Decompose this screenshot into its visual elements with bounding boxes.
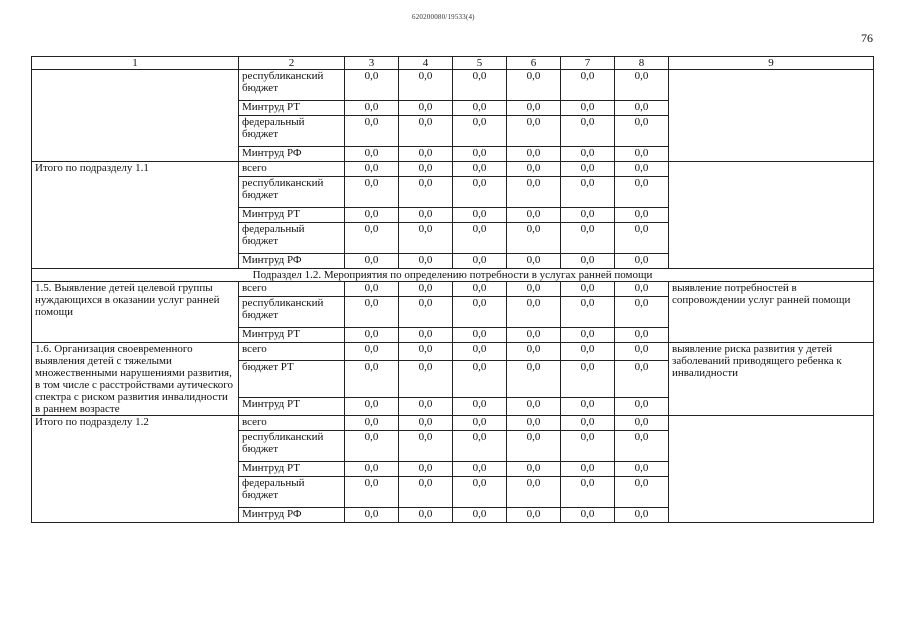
amount-cell: 0,0 xyxy=(615,70,669,101)
funding-source: Минтруд РТ xyxy=(239,462,345,477)
expected-result xyxy=(669,416,874,523)
amount-cell: 0,0 xyxy=(507,508,561,523)
amount-cell: 0,0 xyxy=(345,282,399,297)
column-header: 3 xyxy=(345,57,399,70)
amount-cell: 0,0 xyxy=(399,282,453,297)
table-row xyxy=(32,282,874,297)
amount-cell: 0,0 xyxy=(399,147,453,162)
amount-cell: 0,0 xyxy=(345,462,399,477)
amount-cell: 0,0 xyxy=(453,328,507,343)
amount-cell: 0,0 xyxy=(345,416,399,431)
column-header: 8 xyxy=(615,57,669,70)
funding-source: Минтруд РФ xyxy=(239,254,345,269)
amount-cell: 0,0 xyxy=(345,297,399,328)
document-id: 620200080/19533(4) xyxy=(412,13,475,21)
amount-cell: 0,0 xyxy=(615,177,669,208)
amount-cell: 0,0 xyxy=(399,116,453,147)
funding-source: республиканский бюджет xyxy=(239,70,345,101)
section-title-row xyxy=(32,269,874,282)
amount-cell: 0,0 xyxy=(561,477,615,508)
amount-cell: 0,0 xyxy=(399,360,453,397)
amount-cell: 0,0 xyxy=(561,282,615,297)
amount-cell: 0,0 xyxy=(507,254,561,269)
amount-cell: 0,0 xyxy=(345,208,399,223)
amount-cell: 0,0 xyxy=(507,431,561,462)
activity-name: 1.6. Организация своевременного выявления детей с тяжелыми множественными нарушениями развития, в том числе с расстройствами аутического спектра с риском развития инвалидности в раннем возрасте xyxy=(32,343,239,416)
amount-cell: 0,0 xyxy=(561,416,615,431)
amount-cell: 0,0 xyxy=(453,477,507,508)
funding-source: бюджет РТ xyxy=(239,360,345,397)
amount-cell: 0,0 xyxy=(507,462,561,477)
amount-cell: 0,0 xyxy=(561,343,615,361)
amount-cell: 0,0 xyxy=(345,223,399,254)
budget-table xyxy=(31,56,874,523)
funding-source: Минтруд РТ xyxy=(239,101,345,116)
amount-cell: 0,0 xyxy=(507,477,561,508)
amount-cell: 0,0 xyxy=(399,297,453,328)
amount-cell: 0,0 xyxy=(561,398,615,416)
amount-cell: 0,0 xyxy=(561,462,615,477)
amount-cell: 0,0 xyxy=(615,282,669,297)
amount-cell: 0,0 xyxy=(453,101,507,116)
amount-cell: 0,0 xyxy=(399,70,453,101)
amount-cell: 0,0 xyxy=(507,223,561,254)
amount-cell: 0,0 xyxy=(453,462,507,477)
funding-source: федеральный бюджет xyxy=(239,477,345,508)
amount-cell: 0,0 xyxy=(345,254,399,269)
amount-cell: 0,0 xyxy=(561,208,615,223)
funding-source: республиканский бюджет xyxy=(239,431,345,462)
amount-cell: 0,0 xyxy=(453,254,507,269)
expected-result: выявление потребностей в сопровождении услуг ранней помощи xyxy=(669,282,874,343)
amount-cell: 0,0 xyxy=(507,116,561,147)
amount-cell: 0,0 xyxy=(561,116,615,147)
activity-name: Итого по подразделу 1.2 xyxy=(32,416,239,523)
amount-cell: 0,0 xyxy=(453,147,507,162)
amount-cell: 0,0 xyxy=(615,254,669,269)
amount-cell: 0,0 xyxy=(399,162,453,177)
expected-result: выявление риска развития у детей заболеваний приводящего ребенка к инвалидности xyxy=(669,343,874,416)
expected-result xyxy=(669,162,874,269)
amount-cell: 0,0 xyxy=(561,254,615,269)
amount-cell: 0,0 xyxy=(345,177,399,208)
amount-cell: 0,0 xyxy=(615,101,669,116)
amount-cell: 0,0 xyxy=(345,508,399,523)
amount-cell: 0,0 xyxy=(345,116,399,147)
amount-cell: 0,0 xyxy=(561,431,615,462)
table-row xyxy=(32,162,874,177)
amount-cell: 0,0 xyxy=(561,162,615,177)
funding-source: всего xyxy=(239,343,345,361)
column-header: 4 xyxy=(399,57,453,70)
amount-cell: 0,0 xyxy=(615,343,669,361)
amount-cell: 0,0 xyxy=(615,147,669,162)
amount-cell: 0,0 xyxy=(615,116,669,147)
amount-cell: 0,0 xyxy=(453,223,507,254)
amount-cell: 0,0 xyxy=(507,70,561,101)
amount-cell: 0,0 xyxy=(399,477,453,508)
amount-cell: 0,0 xyxy=(399,328,453,343)
amount-cell: 0,0 xyxy=(399,431,453,462)
amount-cell: 0,0 xyxy=(399,101,453,116)
column-header: 9 xyxy=(669,57,874,70)
amount-cell: 0,0 xyxy=(561,101,615,116)
table-header-row xyxy=(32,57,874,70)
amount-cell: 0,0 xyxy=(399,398,453,416)
amount-cell: 0,0 xyxy=(561,508,615,523)
funding-source: Минтруд РФ xyxy=(239,147,345,162)
amount-cell: 0,0 xyxy=(399,254,453,269)
amount-cell: 0,0 xyxy=(345,101,399,116)
amount-cell: 0,0 xyxy=(561,360,615,397)
amount-cell: 0,0 xyxy=(399,177,453,208)
amount-cell: 0,0 xyxy=(561,147,615,162)
amount-cell: 0,0 xyxy=(345,398,399,416)
amount-cell: 0,0 xyxy=(507,282,561,297)
amount-cell: 0,0 xyxy=(453,297,507,328)
table-row xyxy=(32,416,874,431)
funding-source: всего xyxy=(239,162,345,177)
amount-cell: 0,0 xyxy=(615,328,669,343)
funding-source: федеральный бюджет xyxy=(239,116,345,147)
amount-cell: 0,0 xyxy=(453,70,507,101)
amount-cell: 0,0 xyxy=(453,343,507,361)
amount-cell: 0,0 xyxy=(615,462,669,477)
amount-cell: 0,0 xyxy=(507,101,561,116)
amount-cell: 0,0 xyxy=(507,177,561,208)
amount-cell: 0,0 xyxy=(615,416,669,431)
amount-cell: 0,0 xyxy=(453,208,507,223)
amount-cell: 0,0 xyxy=(507,416,561,431)
amount-cell: 0,0 xyxy=(399,343,453,361)
activity-name xyxy=(32,70,239,162)
amount-cell: 0,0 xyxy=(453,177,507,208)
funding-source: федеральный бюджет xyxy=(239,223,345,254)
amount-cell: 0,0 xyxy=(345,360,399,397)
amount-cell: 0,0 xyxy=(561,297,615,328)
amount-cell: 0,0 xyxy=(399,223,453,254)
amount-cell: 0,0 xyxy=(507,162,561,177)
amount-cell: 0,0 xyxy=(615,297,669,328)
amount-cell: 0,0 xyxy=(453,360,507,397)
funding-source: республиканский бюджет xyxy=(239,177,345,208)
expected-result xyxy=(669,70,874,162)
amount-cell: 0,0 xyxy=(615,162,669,177)
table-row xyxy=(32,343,874,361)
funding-source: Минтруд РФ xyxy=(239,508,345,523)
amount-cell: 0,0 xyxy=(453,398,507,416)
amount-cell: 0,0 xyxy=(615,431,669,462)
funding-source: всего xyxy=(239,282,345,297)
amount-cell: 0,0 xyxy=(615,223,669,254)
amount-cell: 0,0 xyxy=(345,431,399,462)
section-title: Подраздел 1.2. Мероприятия по определению потребности в услугах ранней помощи xyxy=(32,269,874,282)
amount-cell: 0,0 xyxy=(561,70,615,101)
amount-cell: 0,0 xyxy=(399,416,453,431)
column-header: 1 xyxy=(32,57,239,70)
amount-cell: 0,0 xyxy=(615,208,669,223)
funding-source: республиканский бюджет xyxy=(239,297,345,328)
page-number: 76 xyxy=(861,31,873,45)
amount-cell: 0,0 xyxy=(453,282,507,297)
amount-cell: 0,0 xyxy=(615,477,669,508)
amount-cell: 0,0 xyxy=(453,508,507,523)
amount-cell: 0,0 xyxy=(345,70,399,101)
amount-cell: 0,0 xyxy=(507,343,561,361)
funding-source: всего xyxy=(239,416,345,431)
amount-cell: 0,0 xyxy=(507,328,561,343)
column-header: 7 xyxy=(561,57,615,70)
amount-cell: 0,0 xyxy=(345,162,399,177)
amount-cell: 0,0 xyxy=(615,360,669,397)
funding-source: Минтруд РТ xyxy=(239,398,345,416)
column-header: 5 xyxy=(453,57,507,70)
amount-cell: 0,0 xyxy=(507,398,561,416)
amount-cell: 0,0 xyxy=(561,223,615,254)
amount-cell: 0,0 xyxy=(345,328,399,343)
amount-cell: 0,0 xyxy=(453,416,507,431)
amount-cell: 0,0 xyxy=(561,328,615,343)
activity-name: 1.5. Выявление детей целевой группы нуждающихся в оказании услуг ранней помощи xyxy=(32,282,239,343)
funding-source: Минтруд РТ xyxy=(239,208,345,223)
column-header: 6 xyxy=(507,57,561,70)
amount-cell: 0,0 xyxy=(615,398,669,416)
amount-cell: 0,0 xyxy=(561,177,615,208)
funding-source: Минтруд РТ xyxy=(239,328,345,343)
amount-cell: 0,0 xyxy=(399,508,453,523)
column-header: 2 xyxy=(239,57,345,70)
amount-cell: 0,0 xyxy=(507,208,561,223)
amount-cell: 0,0 xyxy=(615,508,669,523)
amount-cell: 0,0 xyxy=(507,147,561,162)
amount-cell: 0,0 xyxy=(507,297,561,328)
amount-cell: 0,0 xyxy=(399,462,453,477)
amount-cell: 0,0 xyxy=(453,431,507,462)
amount-cell: 0,0 xyxy=(399,208,453,223)
table-row xyxy=(32,70,874,101)
amount-cell: 0,0 xyxy=(345,477,399,508)
amount-cell: 0,0 xyxy=(345,147,399,162)
amount-cell: 0,0 xyxy=(453,116,507,147)
activity-name: Итого по подразделу 1.1 xyxy=(32,162,239,269)
amount-cell: 0,0 xyxy=(507,360,561,397)
amount-cell: 0,0 xyxy=(453,162,507,177)
amount-cell: 0,0 xyxy=(345,343,399,361)
